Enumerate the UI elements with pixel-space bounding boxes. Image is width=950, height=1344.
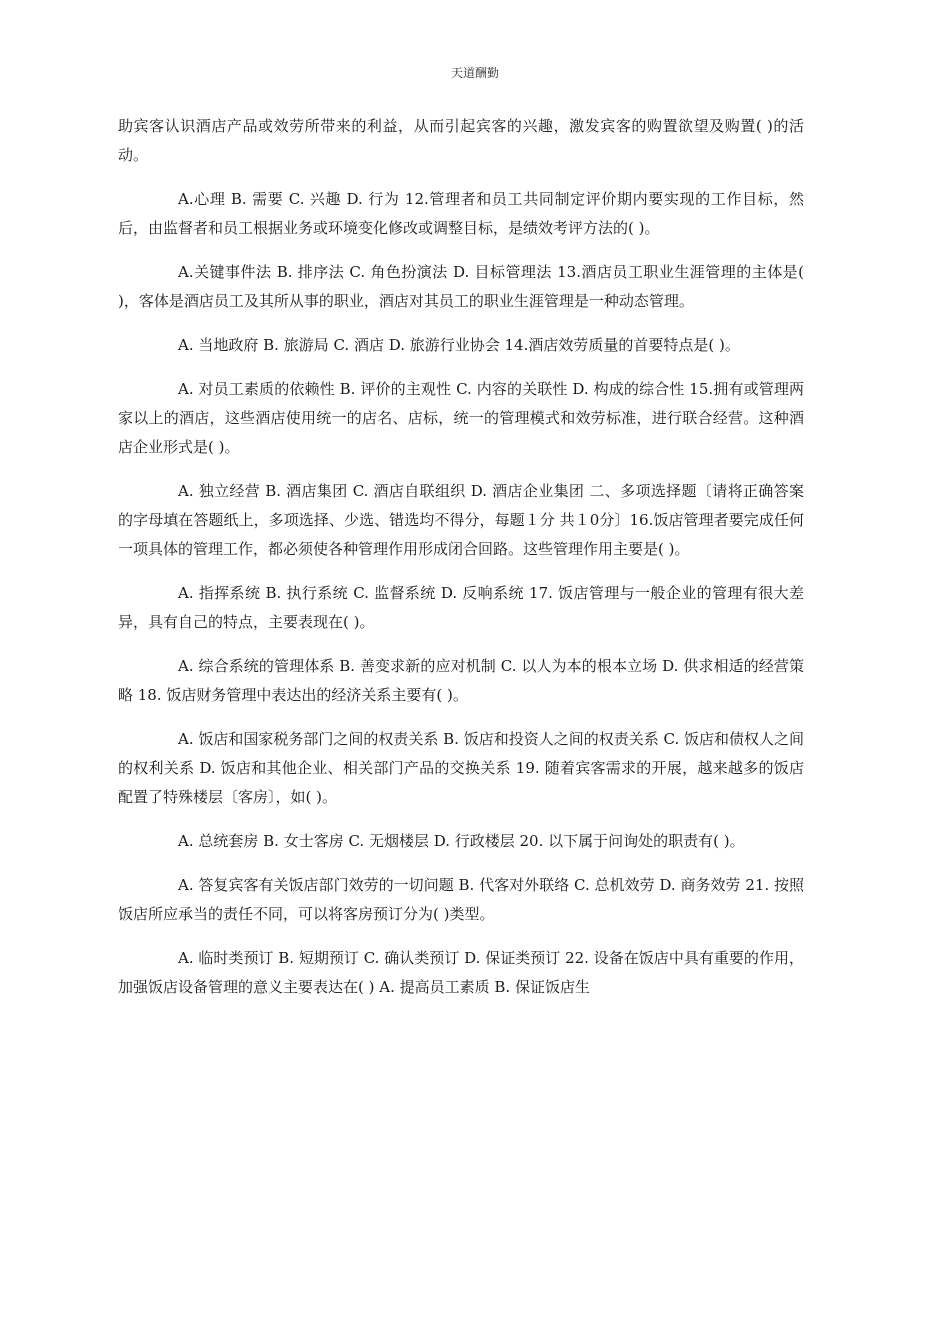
page-header: 天道酬勤 (450, 66, 499, 80)
paragraph-continuation: 助宾客认识酒店产品或效劳所带来的利益，从而引起宾客的兴趣，激发宾客的购置欲望及购置( )的活动。 (118, 117, 804, 164)
question-paragraph-17: A. 指挥系统 B. 执行系统 C. 监督系统 D. 反响系统 17. 饭店管理与一般企业的管理有很大差异，具有自己的特点，主要表现在( )。 (118, 584, 804, 631)
question-paragraph-20: A. 总统套房 B. 女士客房 C. 无烟楼层 D. 行政楼层 20. 以下属于问询处的职责有( )。 (178, 832, 745, 850)
question-paragraph-13: A.关键事件法 B. 排序法 C. 角色扮演法 D. 目标管理法 13.酒店员工职业生涯管理的主体是( )，客体是酒店员工及其所从事的职业，酒店对其员工的职业生涯管理是一种动态管理。 (118, 263, 804, 310)
question-paragraph-18: A. 综合系统的管理体系 B. 善变求新的应对机制 C. 以人为本的根本立场 D. 供求相适的经营策略 18. 饭店财务管理中表达出的经济关系主要有( )。 (118, 657, 804, 704)
question-paragraph-16: A. 独立经营 B. 酒店集团 C. 酒店自联组织 D. 酒店企业集团 二、多项选择题〔请将正确答案的字母填在答题纸上，多项选择、少选、错选均不得分，每题１分 共１0分〕16.饭店管理者要完成任何一项具体的管理工作，都必须使各种管理作用形成闭合回路。这些管理作用主要是( )。 (118, 482, 804, 558)
question-paragraph-22: A. 临时类预订 B. 短期预订 C. 确认类预订 D. 保证类预订 22. 设备在饭店中具有重要的作用，加强饭店设备管理的意义主要表达在( ) A. 提高员工素质 B. 保证饭店生 (118, 949, 804, 996)
question-paragraph-21: A. 答复宾客有关饭店部门效劳的一切问题 B. 代客对外联络 C. 总机效劳 D. 商务效劳 21. 按照饭店所应承当的责任不同，可以将客房预订分为( )类型。 (118, 876, 804, 923)
question-paragraph-19: A. 饭店和国家税务部门之间的权责关系 B. 饭店和投资人之间的权责关系 C. 饭店和债权人之间的权利关系 D. 饭店和其他企业、相关部门产品的交换关系 19. 随着宾客需求的开展，越来越多的饭店配置了特殊楼层〔客房〕，如( )。 (118, 730, 804, 806)
question-paragraph-14: A. 当地政府 B. 旅游局 C. 酒店 D. 旅游行业协会 14.酒店效劳质量的首要特点是( )。 (178, 336, 740, 354)
question-paragraph-15: A. 对员工素质的依赖性 B. 评价的主观性 C. 内容的关联性 D. 构成的综合性 15.拥有或管理两家以上的酒店，这些酒店使用统一的店名、店标，统一的管理模式和效劳标准，进行联合经营。这种酒店企业形式是( )。 (118, 380, 804, 456)
question-paragraph-12: A.心理 B. 需要 C. 兴趣 D. 行为 12.管理者和员工共同制定评价期内要实现的工作目标，然后，由监督者和员工根据业务或环境变化修改或调整目标，是绩效考评方法的( )。 (118, 190, 804, 237)
document-body (118, 112, 804, 1017)
